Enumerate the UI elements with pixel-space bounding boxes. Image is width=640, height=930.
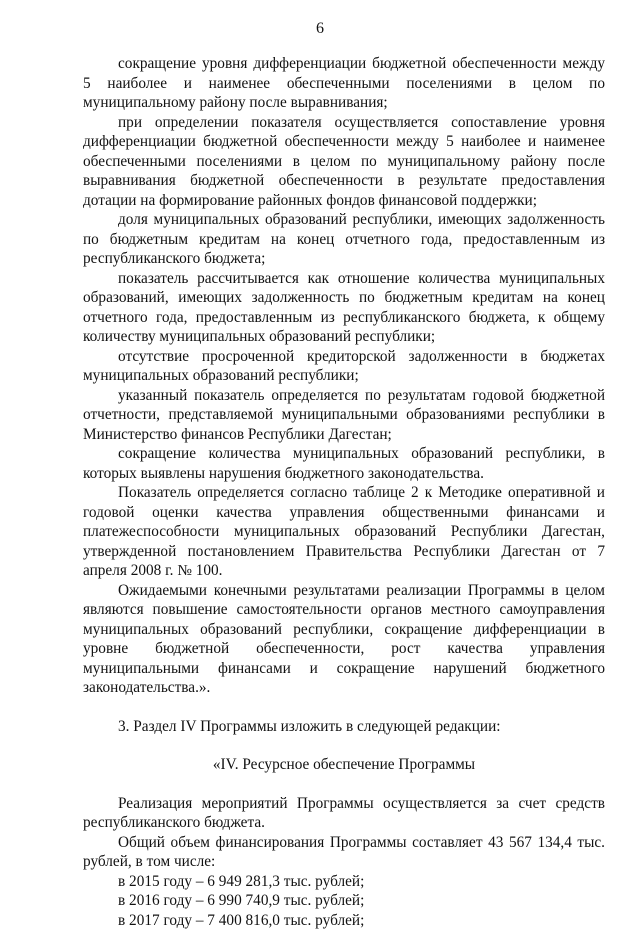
paragraph-differentiation-method: при определении показателя осуществляется сопоставление уровня дифференциации бюджетной обеспеченности между 5 наиболее и наименее обеспеченными поселениями в целом по муниципальному району после выравнивания бюджетной обеспеченности в результате предоставления дотации на формирование районных фондов финансовой поддержки; [83,113,605,211]
paragraph-overdue-debt-method: указанный показатель определяется по результатам годовой бюджетной отчетности, представляемой муниципальными образованиями республики в Министерство финансов Республики Дагестан; [83,386,605,445]
page-number: 6 [0,20,640,38]
instruction-line: 3. Раздел IV Программы изложить в следующей редакции: [83,717,605,737]
paragraph-expected-results: Ожидаемыми конечными результатами реализации Программы в целом являются повышение самостоятельности органов местного самоуправления муниципальных образований республики, сокращение дифференциации в уровне бюджетной обеспеченности, рост качества управления муниципальными финансами и сокращение нарушений бюджетного законодательства.». [83,581,605,698]
funding-year-2016: в 2016 году – 6 990 740,9 тыс. рублей; [83,891,605,911]
section-title: «IV. Ресурсное обеспечение Программы [83,755,605,775]
paragraph-violations: сокращение количества муниципальных образований республики, в которых выявлены нарушения бюджетного законодательства. [83,444,605,483]
funding-year-2015: в 2015 году – 6 949 281,3 тыс. рублей; [83,872,605,892]
funding-year-2017: в 2017 году – 7 400 816,0 тыс. рублей; [83,911,605,930]
paragraph-no-overdue-debt: отсутствие просроченной кредиторской задолженности в бюджетах муниципальных образований республики; [83,347,605,386]
paragraph-debt-share: доля муниципальных образований республики, имеющих задолженность по бюджетным кредитам на конец отчетного года, предоставленным из республиканского бюджета; [83,210,605,269]
paragraph-debt-share-method: показатель рассчитывается как отношение количества муниципальных образований, имеющих задолженность по бюджетным кредитам на конец отчетного года, предоставленным из республиканского бюджета, к общему количеству муниципальных образований республики; [83,269,605,347]
funding-total: Общий объем финансирования Программы составляет 43 567 134,4 тыс. рублей, в том числе: [83,833,605,872]
document-body [83,54,605,930]
paragraph-methodology-reference: Показатель определяется согласно таблице 2 к Методике оперативной и годовой оценки качества управления общественными финансами и платежеспособности муниципальных образований Республики Дагестан, утвержденной постановлением Правительства Республики Дагестан от 7 апреля 2008 г. № 100. [83,483,605,581]
funding-intro: Реализация мероприятий Программы осуществляется за счет средств республиканского бюджета. [83,794,605,833]
paragraph-differentiation: сокращение уровня дифференциации бюджетной обеспеченности между 5 наиболее и наименее обеспеченными поселениями в целом по муниципальному району после выравнивания; [83,54,605,113]
